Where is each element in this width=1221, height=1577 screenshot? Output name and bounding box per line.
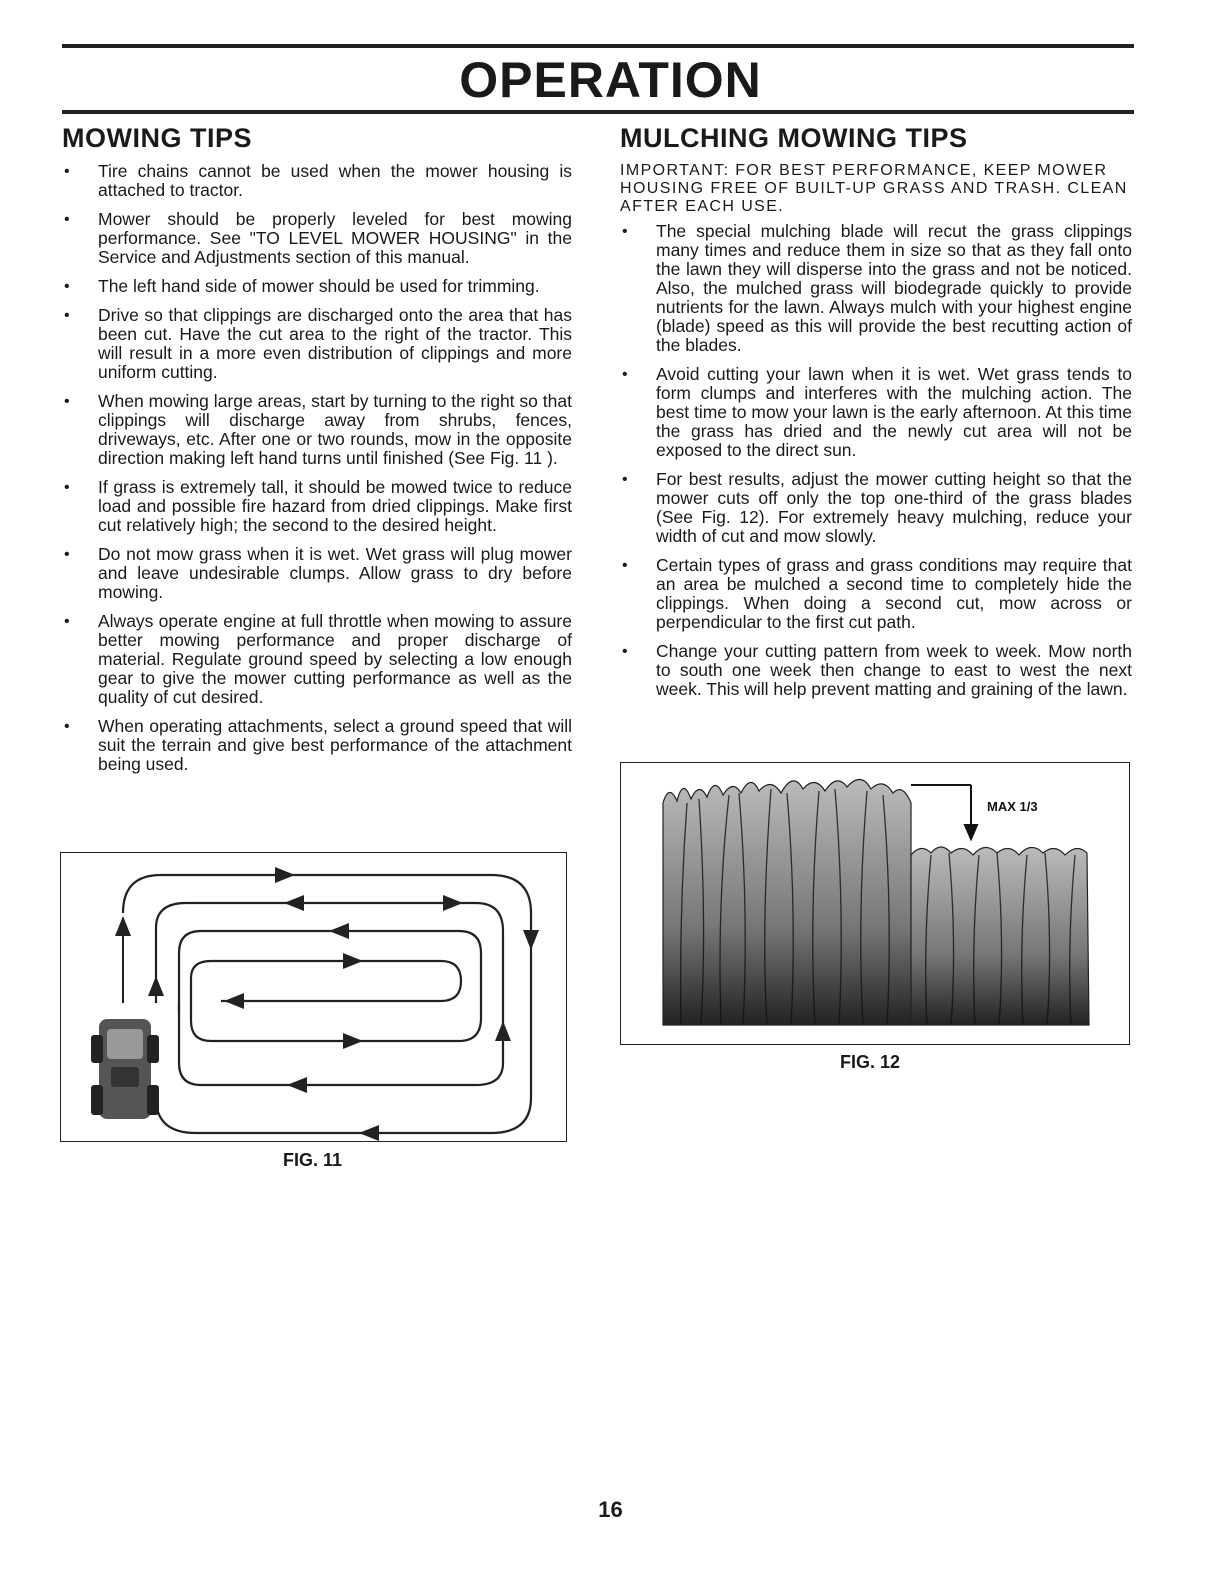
fig-11-caption: FIG. 11: [283, 1150, 343, 1170]
bullet-icon: •: [64, 479, 70, 496]
list-item: • When operating attachments, select a ground speed that will suit the terrain and give best performance of the attachment being used.: [64, 716, 572, 774]
bullet-icon: •: [64, 278, 70, 295]
max-one-third-label: MAX 1/3: [987, 799, 1038, 814]
mowing-tips-heading: MOWING TIPS: [62, 123, 252, 153]
bullet-icon: •: [622, 366, 628, 383]
bullet-icon: •: [64, 307, 70, 324]
list-item: • Avoid cutting your lawn when it is wet. Wet grass tends to form clumps and interferes with the mulching action. The best time to mow your lawn is the early afternoon. At this time the grass has dried and the newly cut area will not be exposed to the direct sun.: [622, 364, 1132, 460]
bullet-icon: •: [64, 718, 70, 735]
page-number: 16: [598, 1497, 623, 1522]
mowing-tips-column: [62, 122, 572, 784]
list-item: • If grass is extremely tall, it should be mowed twice to reduce load and possible fire hazard from dried clippings. Make first cut relatively high; the second to the desired height.: [64, 477, 572, 535]
list-item: • Drive so that clippings are discharged onto the area that has been cut. Have the cut area to the right of the tractor. This will result in a more even distribution of clippings and more uniform cutting.: [64, 305, 572, 382]
fig-12-caption: FIG. 12: [840, 1052, 901, 1072]
bullet-icon: •: [622, 643, 628, 660]
mulching-tips-list: [620, 222, 1132, 699]
bullet-icon: •: [64, 613, 70, 630]
bullet-icon: •: [64, 546, 70, 563]
bullet-icon: •: [622, 223, 628, 240]
list-item: • The left hand side of mower should be used for trimming.: [64, 276, 540, 296]
title-rule: [62, 110, 1134, 114]
top-rule: [62, 44, 1134, 48]
bullet-icon: •: [64, 163, 70, 180]
list-item: • Always operate engine at full throttle when mowing to assure better mowing performance and proper discharge of material. Regulate ground speed by selecting a low enough gear to give the mower cutting performance as well as the quality of cut desired.: [64, 611, 572, 707]
list-item: • The special mulching blade will recut the grass clippings many times and reduce them in size so that as they fall onto the lawn they will disperse into the grass and not be noticed. Also, the mulched grass will biodegrade quickly to provide nutrients for the lawn. Always mulch with your highest engine (blade) speed as this will provide the best recutting action of the blades.: [622, 221, 1132, 355]
list-item: • Mower should be properly leveled for best mowing performance. See "TO LEVEL MOWER HOUSING" in the Service and Adjustments section of this manual.: [64, 209, 572, 267]
important-notice: IMPORTANT: FOR BEST PERFORMANCE, KEEP MOWER HOUSING FREE OF BUILT-UP GRASS AND TRASH. CLEAN AFTER EACH USE.: [620, 162, 1128, 215]
list-item: • For best results, adjust the mower cutting height so that the mower cuts off only the top one-third of the grass blades (See Fig. 12). For extremely heavy mulching, reduce your width of cut and mow slowly.: [622, 469, 1132, 546]
list-item: • Do not mow grass when it is wet. Wet grass will plug mower and leave undesirable clumps. Allow grass to dry before mowing.: [64, 544, 572, 602]
bullet-icon: •: [622, 471, 628, 488]
mowing-pattern-figure: [60, 852, 567, 1142]
bullet-icon: •: [64, 211, 70, 228]
tractor-icon: [91, 1019, 159, 1119]
grass-height-diagram: [621, 763, 1129, 1044]
mulching-tips-column: [620, 122, 1132, 709]
grass-height-figure: [620, 762, 1130, 1045]
list-item: • Change your cutting pattern from week to week. Mow north to south one week then change to east to west the next week. This will help prevent matting and graining of the lawn.: [622, 641, 1132, 699]
bullet-icon: •: [622, 557, 628, 574]
mowing-tips-list: [62, 162, 572, 774]
mowing-pattern-diagram: [61, 853, 566, 1141]
list-item: • Certain types of grass and grass conditions may require that an area be mulched a second time to completely hide the clippings. When doing a second cut, mow across or perpendicular to the first cut path.: [622, 555, 1132, 632]
page-title: OPERATION: [459, 52, 762, 108]
list-item: • When mowing large areas, start by turning to the right so that clippings will discharge away from shrubs, fences, driveways, etc. After one or two rounds, mow in the opposite direction making left hand turns until finished (See Fig. 11 ).: [64, 391, 572, 468]
mulching-tips-heading: MULCHING MOWING TIPS: [620, 123, 968, 153]
bullet-icon: •: [64, 393, 70, 410]
list-item: • Tire chains cannot be used when the mower housing is attached to tractor.: [64, 161, 572, 200]
